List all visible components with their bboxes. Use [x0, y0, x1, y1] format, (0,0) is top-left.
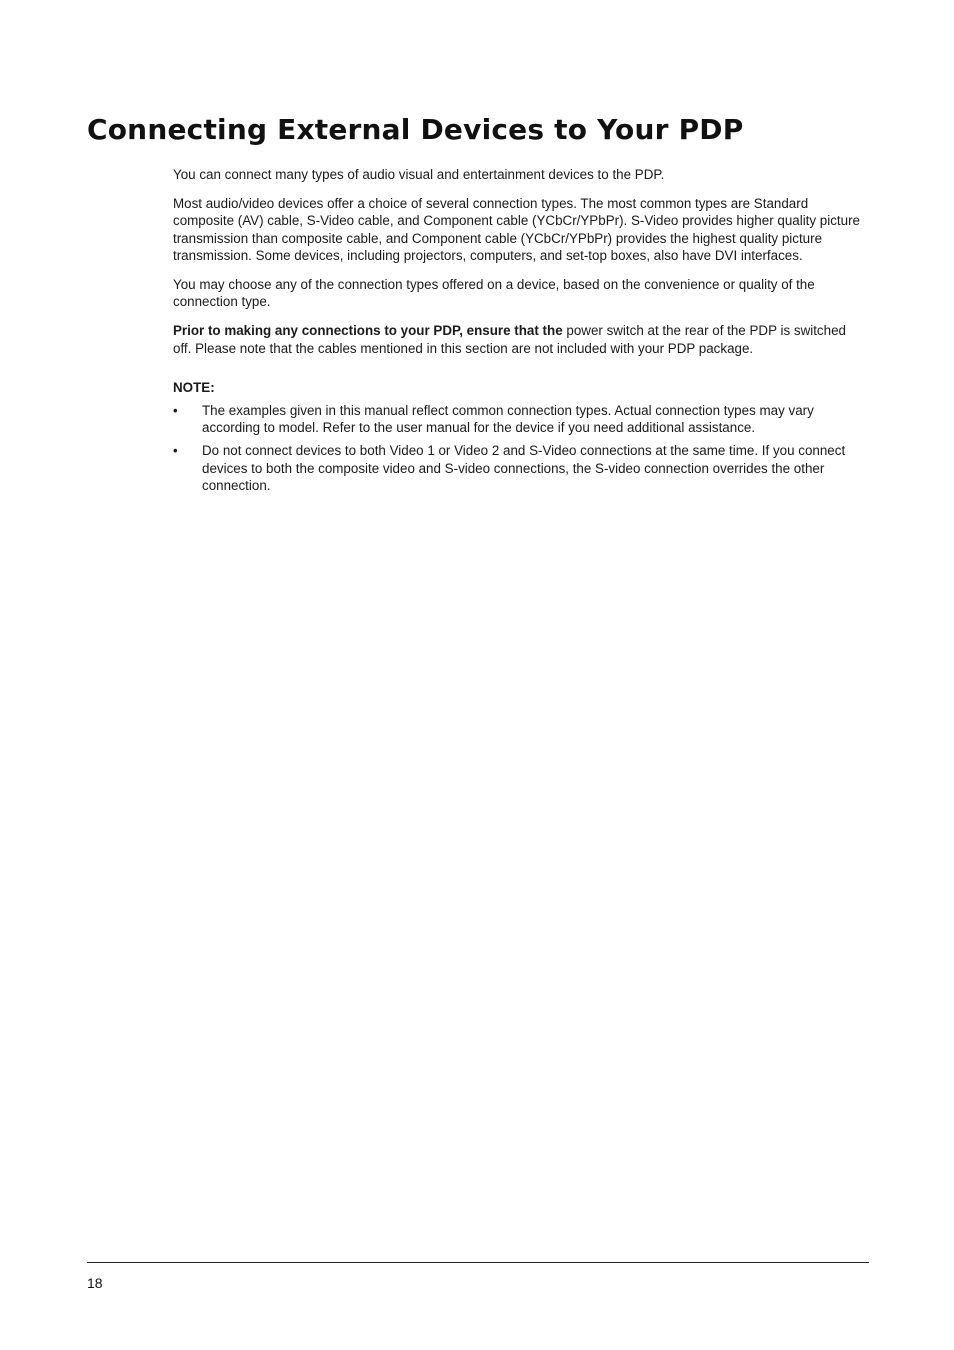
- power-warning-paragraph: [173, 322, 865, 357]
- footer-divider: [87, 1262, 869, 1263]
- note-list: [173, 402, 865, 495]
- body-text: [173, 166, 865, 501]
- note-item-text: Do not connect devices to both Video 1 or Video 2 and S-Video connections at the same time. If you connect devices to both the composite video and S-video connections, the S-video connection overrides the other connection.: [202, 443, 846, 494]
- note-item-text: The examples given in this manual reflect common connection types. Actual connection types may vary according to model. Refer to the user manual for the device if you need additional assistance.: [202, 402, 814, 435]
- power-warning-rest: power switch at the rear of the PDP is switched off. Please note that the cables mentioned in this section are not included with your PDP package.: [173, 323, 846, 356]
- page-number: 18: [87, 1275, 103, 1291]
- intro-paragraph: You can connect many types of audio visual and entertainment devices to the PDP.: [173, 167, 665, 182]
- page-title: Connecting External Devices to Your PDP: [87, 113, 744, 146]
- choose-connection-paragraph: You may choose any of the connection types offered on a device, based on the convenience or quality of the connection type.: [173, 277, 815, 310]
- bullet-icon: •: [173, 443, 178, 459]
- note-item: [173, 402, 865, 437]
- note-heading: NOTE:: [173, 380, 215, 396]
- note-item: [173, 442, 865, 494]
- power-warning-bold: Prior to making any connections to your PDP, ensure that the: [173, 323, 563, 339]
- connection-types-paragraph: Most audio/video devices offer a choice of several connection types. The most common types are Standard composite (AV) cable, S-Video cable, and Component cable (YCbCr/YPbPr). S-Video provides higher quality picture transmission than composite cable, and Component cable (YCbCr/YPbPr) provides the highest quality picture transmission. Some devices, including projectors, computers, and set-top boxes, also have DVI interfaces.: [173, 195, 860, 264]
- bullet-icon: •: [173, 402, 178, 418]
